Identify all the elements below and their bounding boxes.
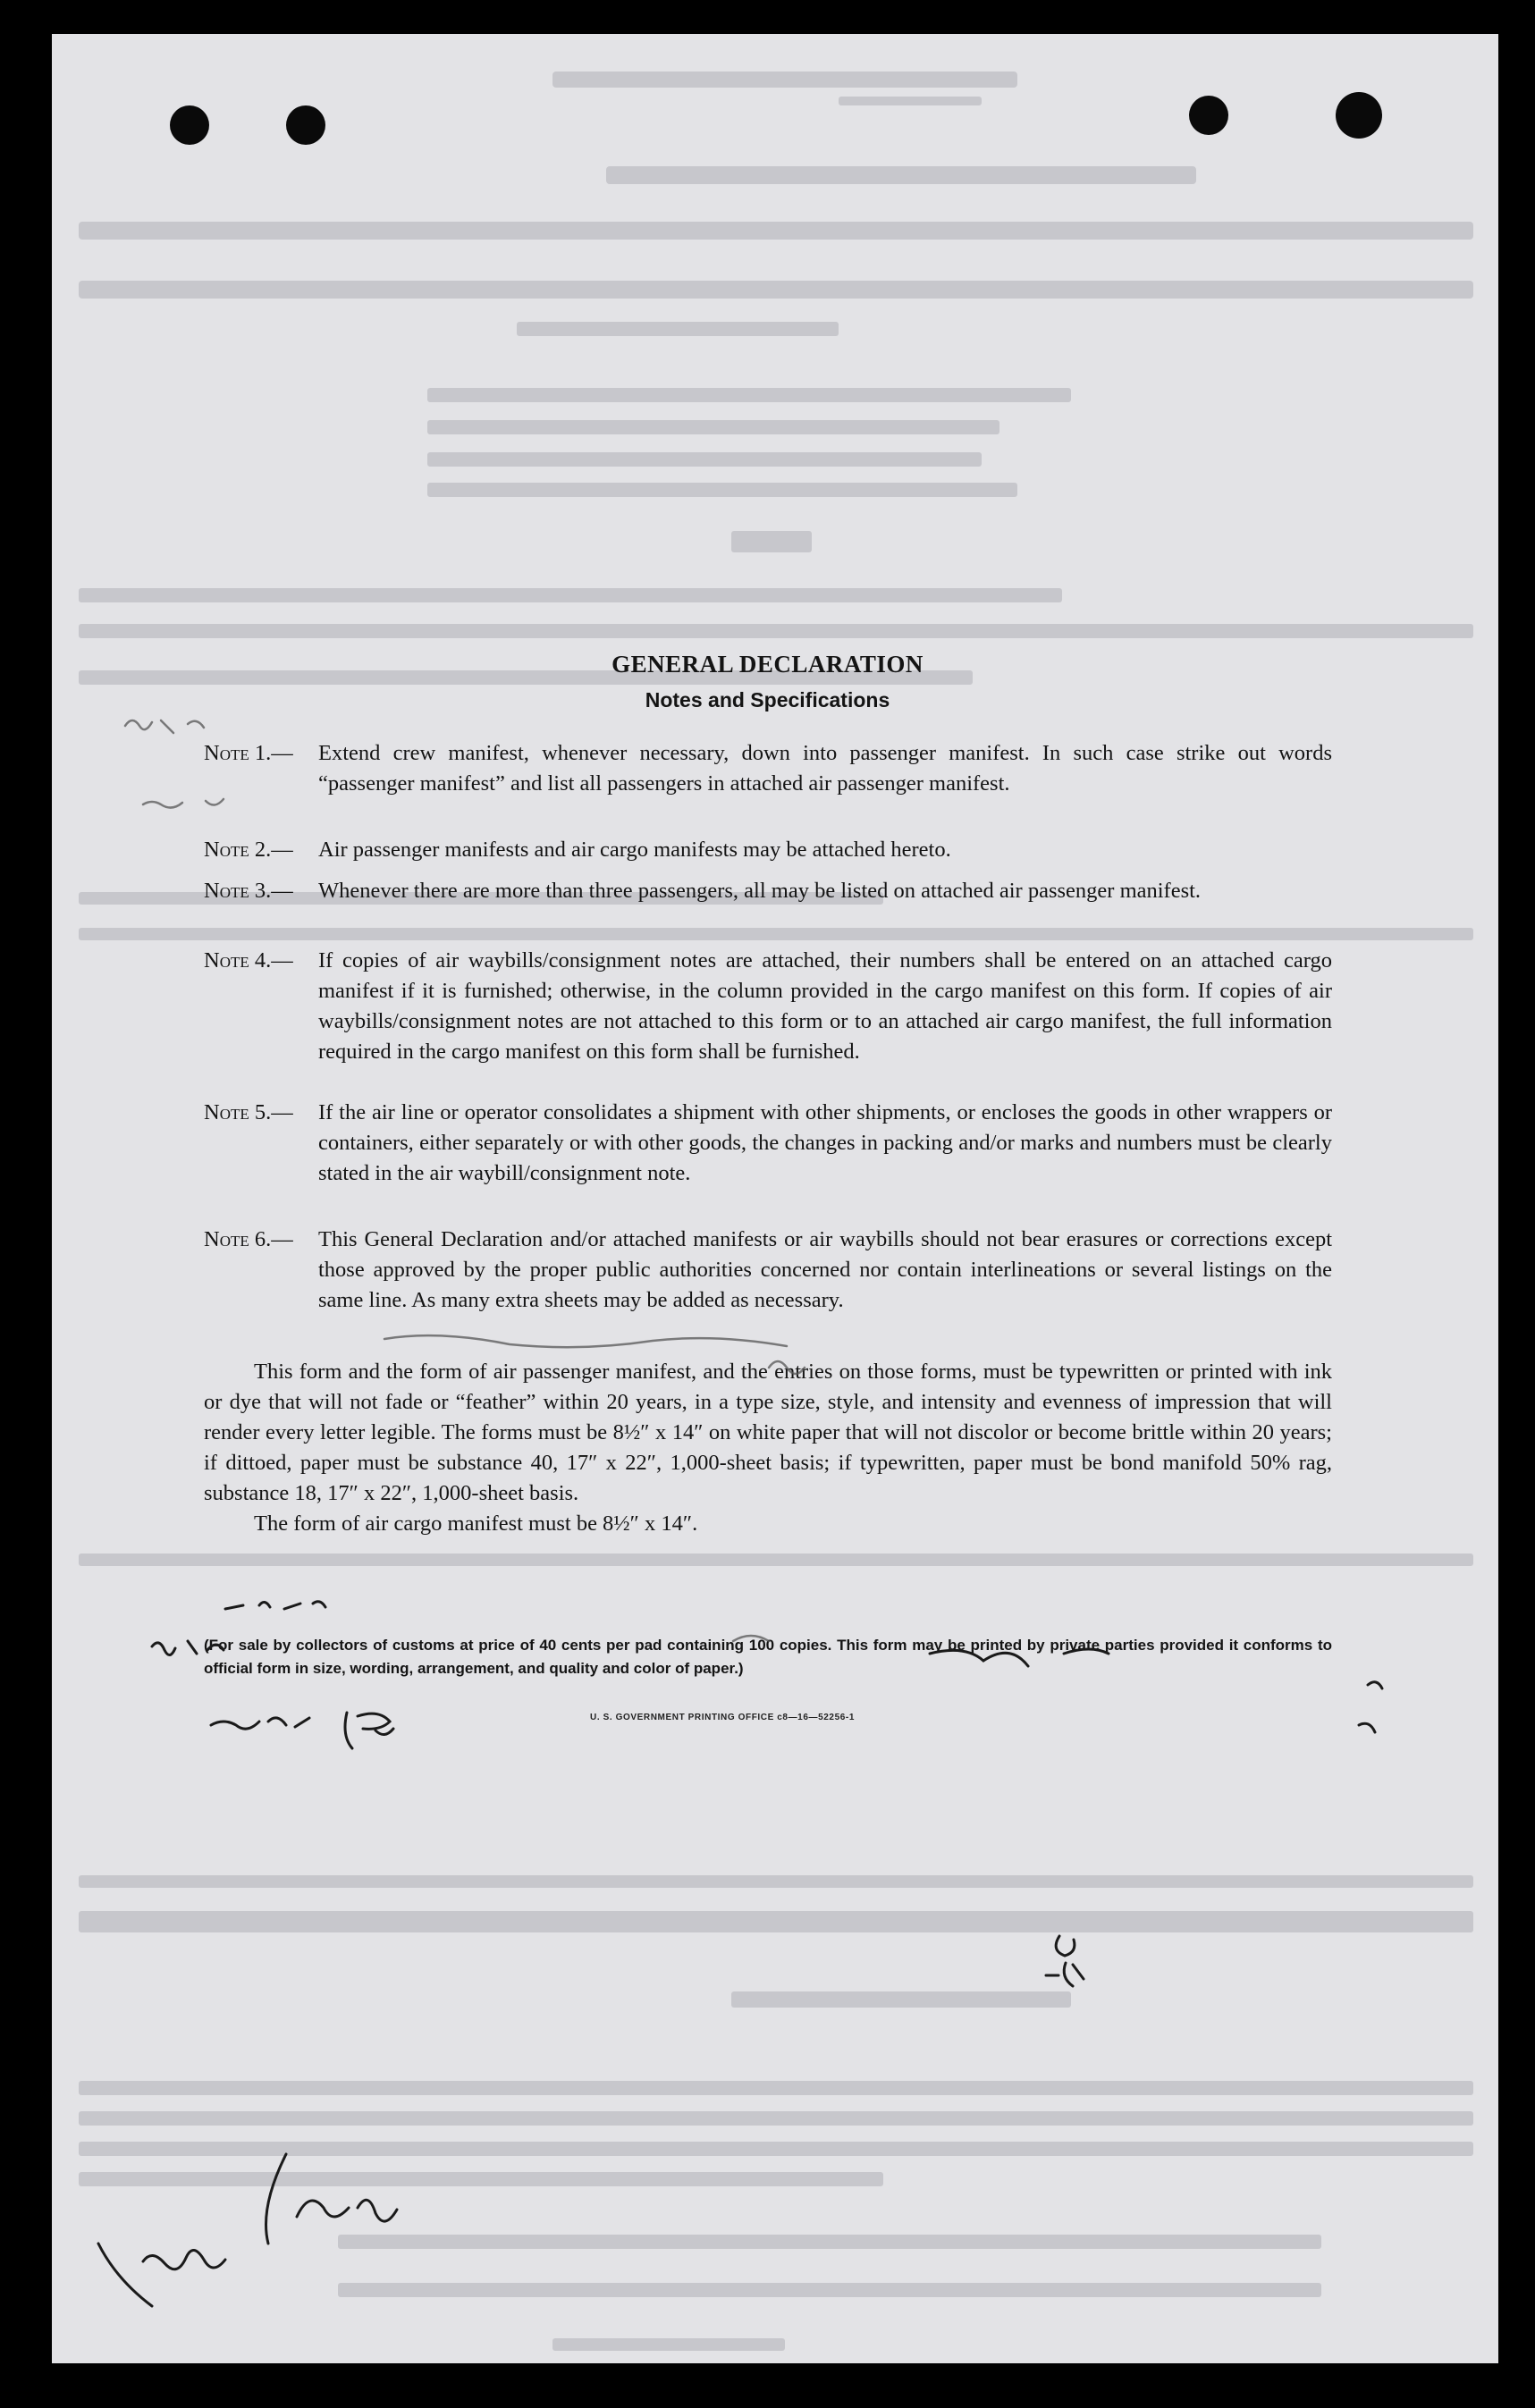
punch-hole-right-2: [1336, 92, 1382, 139]
note-label: Note 4.—: [204, 948, 293, 972]
note-4: [204, 946, 1332, 1067]
note-text: Air passenger manifests and air cargo manifests may be attached hereto.: [318, 838, 951, 862]
note-text: This General Declaration and/or attached manifests or air waybills should not bear erasures or corrections except those approved by the proper public authorities concerned nor contain interlineations or several listings on the same line. As many extra sheets may be added as necessary.: [318, 1227, 1332, 1312]
bleed-through-texture: [52, 34, 1498, 2363]
note-text: Whenever there are more than three passengers, all may be listed on attached air passenger manifest.: [318, 879, 1202, 903]
printer-imprint: U. S. GOVERNMENT PRINTING OFFICE c8—16—52256-1: [590, 1713, 855, 1722]
page-title: GENERAL DECLARATION: [611, 651, 924, 678]
punch-hole-right-1: [1189, 96, 1228, 135]
note-text: If the air line or operator consolidates a shipment with other shipments, or encloses the goods in other wrappers or containers, either separately or with other goods, the changes in packing and/or marks and numbers must be clearly stated in the air waybill/consignment note.: [318, 1100, 1332, 1185]
note-5: [204, 1098, 1332, 1189]
punch-hole-left-2: [286, 105, 325, 145]
note-label: Note 1.—: [204, 741, 293, 765]
note-1: [204, 738, 1332, 799]
note-text: If copies of air waybills/consignment notes are attached, their numbers shall be entered on an attached cargo manifest if it is furnished; otherwise, in the column provided in the cargo manifest on this form. If copies of air waybills/consignment notes are not attached to this form or to an attached air cargo manifest, the full information required in the cargo manifest on this form shall be furnished.: [318, 948, 1332, 1064]
note-label: Note 6.—: [204, 1227, 293, 1251]
note-3: [204, 876, 1332, 906]
note-text: Extend crew manifest, whenever necessary, down into passenger manifest. In such case strike out words “passenger manifest” and list all passengers in attached air passenger manifest.: [318, 741, 1332, 796]
note-label: Note 2.—: [204, 838, 293, 862]
form-sheet: [52, 34, 1498, 2363]
punch-hole-left-1: [170, 105, 209, 145]
form-requirements-text: This form and the form of air passenger manifest, and the entries on those forms, must be typewritten or printed with ink or dye that will not fade or “feather” within 20 years, in a type size, style, and intensity and evenness of impression that will render every letter legible. The forms must be 8½″ x 14″ on white paper that will not discolor or become brittle within 20 years; if dittoed, paper must be substance 40, 17″ x 22″, 1,000-sheet basis; if typewritten, paper must be bond manifold 50% rag, substance 18, 17″ x 22″, 1,000-sheet basis.: [204, 1360, 1332, 1505]
note-6: [204, 1225, 1332, 1316]
page-subtitle: Notes and Specifications: [645, 688, 890, 711]
note-label: Note 5.—: [204, 1100, 293, 1124]
cargo-form-line: The form of air cargo manifest must be 8½″ x 14″.: [254, 1511, 698, 1536]
note-label: Note 3.—: [204, 879, 293, 903]
sale-notice: (For sale by collectors of customs at price of 40 cents per pad containing 100 copies. This form may be printed by private parties provided it conforms to official form in size, wording, arrangement, and quality and color of paper.): [204, 1637, 1332, 1677]
form-requirements: [204, 1357, 1332, 1539]
note-2: [204, 835, 1332, 865]
